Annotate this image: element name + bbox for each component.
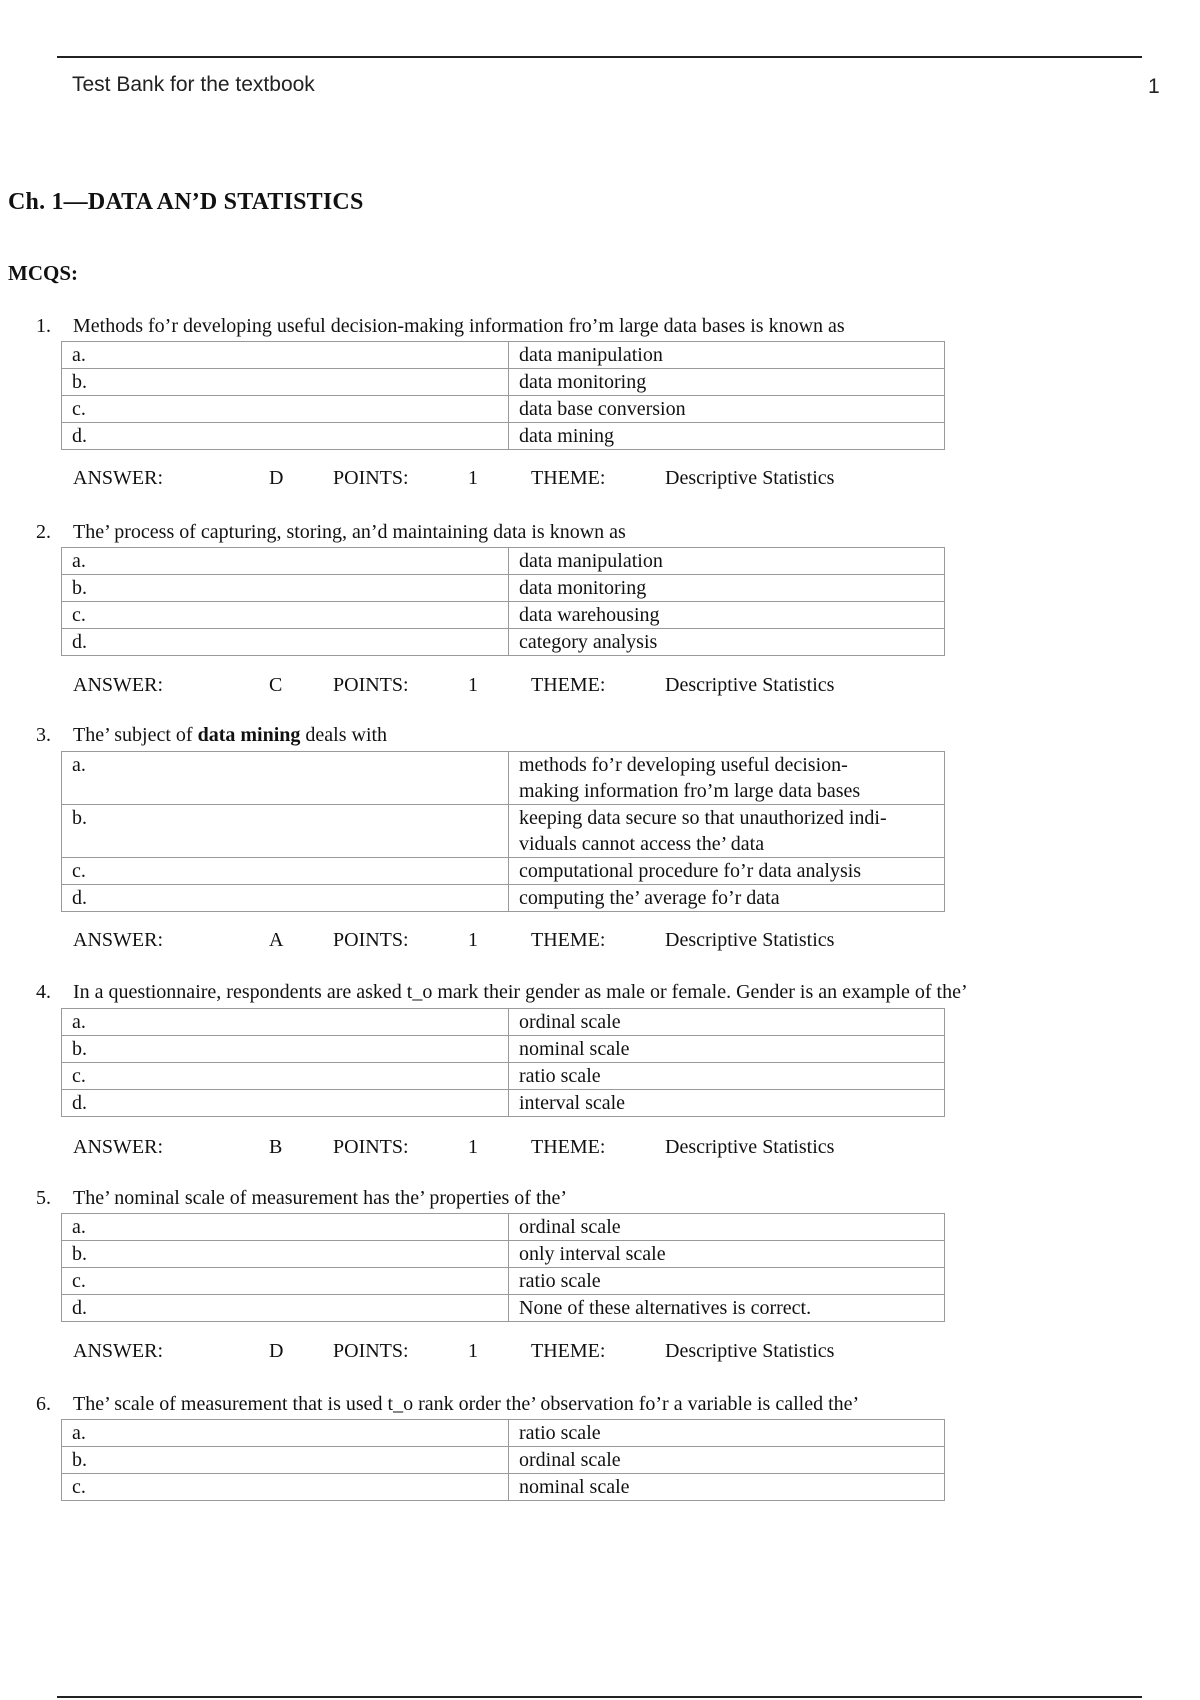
question-text: In a questionnaire, respondents are asked t_o mark their gender as male or female. Gender is an example of the’	[73, 981, 968, 1003]
points-label: POINTS:	[333, 674, 409, 696]
question-text-part: deals with	[300, 724, 388, 746]
option-row	[62, 1241, 945, 1268]
theme-value: Descriptive Statistics	[665, 929, 835, 951]
option-text: ratio scale	[509, 1268, 945, 1295]
option-text: ordinal scale	[509, 1214, 945, 1241]
option-text: data manipulation	[509, 342, 945, 369]
option-letter: b.	[62, 1036, 509, 1063]
option-row	[62, 752, 945, 805]
theme-value: Descriptive Statistics	[665, 1340, 835, 1362]
theme-label: THEME:	[531, 929, 606, 951]
option-row	[62, 423, 945, 450]
footer-rule	[57, 1696, 1142, 1698]
question-number: 6.	[36, 1393, 51, 1415]
option-letter: a.	[62, 1420, 509, 1447]
option-letter: a.	[62, 342, 509, 369]
option-row	[62, 1447, 945, 1474]
option-row	[62, 1295, 945, 1322]
answer-value: C	[269, 674, 283, 696]
option-row	[62, 1090, 945, 1117]
option-text: nominal scale	[509, 1474, 945, 1501]
option-text: ratio scale	[509, 1420, 945, 1447]
answer-value: A	[269, 929, 284, 951]
option-text: ratio scale	[509, 1063, 945, 1090]
option-row	[62, 1474, 945, 1501]
question-number: 5.	[36, 1187, 51, 1209]
answer-label: ANSWER:	[73, 1136, 163, 1158]
option-letter: c.	[62, 602, 509, 629]
option-text: data warehousing	[509, 602, 945, 629]
theme-label: THEME:	[531, 467, 606, 489]
answer-label: ANSWER:	[73, 467, 163, 489]
option-row	[62, 885, 945, 912]
question-number: 1.	[36, 315, 51, 337]
question-text: The’ nominal scale of measurement has the’ properties of the’	[73, 1187, 568, 1209]
question-text	[73, 724, 387, 747]
options-table	[61, 1008, 945, 1117]
option-letter: a.	[62, 1009, 509, 1036]
option-row	[62, 858, 945, 885]
option-row	[62, 575, 945, 602]
options-table	[61, 1419, 945, 1501]
option-row	[62, 1063, 945, 1090]
points-label: POINTS:	[333, 467, 409, 489]
theme-value: Descriptive Statistics	[665, 1136, 835, 1158]
option-letter: c.	[62, 1474, 509, 1501]
theme-value: Descriptive Statistics	[665, 674, 835, 696]
options-table	[61, 751, 945, 912]
option-text: category analysis	[509, 629, 945, 656]
option-letter: d.	[62, 423, 509, 450]
answer-value: D	[269, 1340, 284, 1362]
option-text-line: methods fo’r developing useful decision-	[519, 754, 848, 776]
question-text: Methods fo’r developing useful decision-making information fro’m large data bases is known as	[73, 315, 845, 337]
answer-label: ANSWER:	[73, 929, 163, 951]
options-table	[61, 547, 945, 656]
option-text: computing the’ average fo’r data	[509, 885, 945, 912]
option-row	[62, 342, 945, 369]
option-text: data mining	[509, 423, 945, 450]
section-title: MCQS:	[8, 261, 78, 285]
option-text: None of these alternatives is correct.	[509, 1295, 945, 1322]
option-letter: b.	[62, 575, 509, 602]
option-row	[62, 1214, 945, 1241]
option-letter: a.	[62, 548, 509, 575]
option-row	[62, 369, 945, 396]
option-text: only interval scale	[509, 1241, 945, 1268]
option-text: data monitoring	[509, 575, 945, 602]
points-value: 1	[468, 1340, 478, 1362]
option-text-line: making information fro’m large data bases	[519, 780, 861, 802]
answer-value: D	[269, 467, 284, 489]
option-text: data monitoring	[509, 369, 945, 396]
points-value: 1	[468, 467, 478, 489]
option-letter: b.	[62, 1447, 509, 1474]
option-letter: d.	[62, 885, 509, 912]
option-text: interval scale	[509, 1090, 945, 1117]
option-row	[62, 1420, 945, 1447]
option-letter: b.	[62, 1241, 509, 1268]
chapter-title: Ch. 1—DATA AN’D STATISTICS	[8, 189, 364, 215]
option-text	[509, 752, 945, 805]
header-title: Test Bank for the textbook	[72, 73, 315, 96]
option-letter: d.	[62, 1295, 509, 1322]
option-letter: c.	[62, 1063, 509, 1090]
theme-label: THEME:	[531, 674, 606, 696]
theme-label: THEME:	[531, 1136, 606, 1158]
option-row	[62, 548, 945, 575]
points-value: 1	[468, 929, 478, 951]
points-label: POINTS:	[333, 929, 409, 951]
answer-value: B	[269, 1136, 283, 1158]
option-text: ordinal scale	[509, 1447, 945, 1474]
option-letter: c.	[62, 396, 509, 423]
points-label: POINTS:	[333, 1136, 409, 1158]
header-rule	[57, 56, 1142, 58]
theme-label: THEME:	[531, 1340, 606, 1362]
option-letter: b.	[62, 805, 509, 858]
question-number: 3.	[36, 724, 51, 746]
page-number: 1	[1148, 75, 1160, 98]
option-text: nominal scale	[509, 1036, 945, 1063]
option-row	[62, 396, 945, 423]
option-text	[509, 805, 945, 858]
points-value: 1	[468, 674, 478, 696]
question-number: 2.	[36, 521, 51, 543]
theme-value: Descriptive Statistics	[665, 467, 835, 489]
option-letter: a.	[62, 752, 509, 805]
question-text: The’ process of capturing, storing, an’d maintaining data is known as	[73, 521, 626, 543]
option-text: computational procedure fo’r data analysis	[509, 858, 945, 885]
option-row	[62, 1268, 945, 1295]
option-row	[62, 1009, 945, 1036]
answer-label: ANSWER:	[73, 1340, 163, 1362]
option-row	[62, 805, 945, 858]
option-letter: a.	[62, 1214, 509, 1241]
question-text-part: The’ subject of	[73, 724, 198, 746]
option-letter: d.	[62, 629, 509, 656]
options-table	[61, 1213, 945, 1322]
question-text: The’ scale of measurement that is used t_o rank order the’ observation fo’r a variable is called the’	[73, 1393, 860, 1415]
option-row	[62, 629, 945, 656]
option-letter: b.	[62, 369, 509, 396]
option-text: data base conversion	[509, 396, 945, 423]
option-text: ordinal scale	[509, 1009, 945, 1036]
points-label: POINTS:	[333, 1340, 409, 1362]
answer-label: ANSWER:	[73, 674, 163, 696]
question-text-emphasis: data mining	[197, 724, 301, 746]
points-value: 1	[468, 1136, 478, 1158]
question-number: 4.	[36, 981, 51, 1003]
option-row	[62, 1036, 945, 1063]
option-row	[62, 602, 945, 629]
option-text-line: keeping data secure so that unauthorized indi-	[519, 807, 887, 829]
option-letter: c.	[62, 1268, 509, 1295]
option-text: data manipulation	[509, 548, 945, 575]
options-table	[61, 341, 945, 450]
option-letter: d.	[62, 1090, 509, 1117]
option-letter: c.	[62, 858, 509, 885]
option-text-line: viduals cannot access the’ data	[519, 833, 765, 855]
